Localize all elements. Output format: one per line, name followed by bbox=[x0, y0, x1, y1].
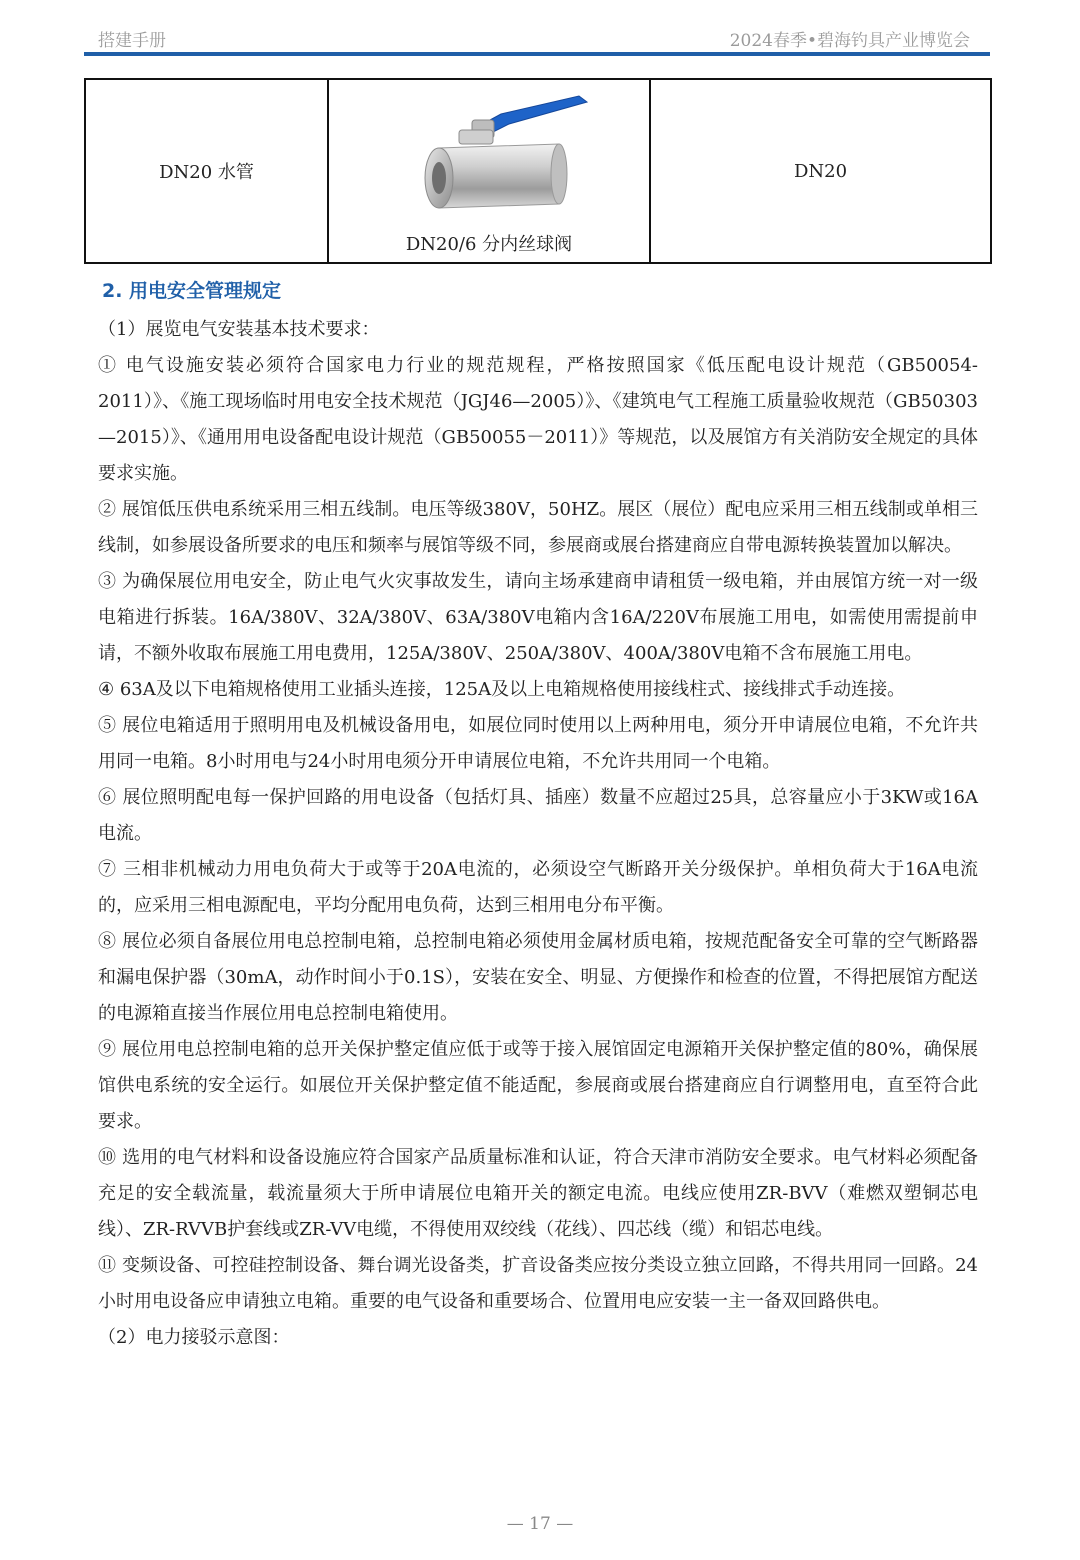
paragraph: ① 电气设施安装必须符合国家电力行业的规范规程，严格按照国家《低压配电设计规范（GB50054-2011）》、《施工现场临时用电安全技术规范（JGJ46—2005）》、《建筑电气工程施工质量验收规范（GB50303—2015）》、《通用用电设备配电设计规范（GB50055－2011）》等规范，以及展馆方有关消防安全规定的具体要求实施。 bbox=[98, 355, 978, 484]
header-left-title: 搭建手册 bbox=[98, 31, 166, 51]
table-row bbox=[85, 79, 991, 263]
ball-valve-icon bbox=[329, 86, 649, 218]
paragraph: ⑩ 选用的电气材料和设备设施应符合国家产品质量标准和认证，符合天津市消防安全要求。电气材料必须配备充足的安全载流量，载流量须大于所申请展位电箱开关的额定电流。电线应使用ZR-BVV（难燃双塑铜芯电线）、ZR-RVVB护套线或ZR-VV电缆，不得使用双绞线（花线）、四芯线（缆）和铝芯电线。 bbox=[98, 1147, 978, 1240]
header-rule bbox=[84, 52, 990, 56]
paragraph: ⑪ 变频设备、可控硅控制设备、舞台调光设备类，扩音设备类应按分类设立独立回路，不得共用同一回路。24小时用电设备应申请独立电箱。重要的电气设备和重要场合、位置用电应安装一主一备双回路供电。 bbox=[98, 1255, 978, 1312]
header-right-title: 2024春季•碧海钓具产业博览会 bbox=[729, 31, 970, 51]
spec-table bbox=[84, 78, 992, 264]
size-label: DN20 bbox=[793, 160, 848, 182]
ball-valve-image bbox=[329, 86, 649, 218]
paragraph: ② 展馆低压供电系统采用三相五线制。电压等级380V，50HZ。展区（展位）配电应采用三相五线制或单相三线制，如参展设备所要求的电压和频率与展馆等级不同，参展商或展台搭建商应自带电源转换装置加以解决。 bbox=[98, 499, 978, 556]
paragraph: ⑦ 三相非机械动力用电负荷大于或等于20A电流的，必须设空气断路开关分级保护。单相负荷大于16A电流的，应采用三相电源配电，平均分配用电负荷，达到三相用电分布平衡。 bbox=[98, 859, 978, 916]
table-cell-size bbox=[650, 79, 991, 263]
page-number: — 17 — bbox=[506, 1514, 574, 1534]
page-header bbox=[84, 22, 990, 52]
section-title: 2. 用电安全管理规定 bbox=[102, 280, 282, 302]
paragraph: ④ 63A及以下电箱规格使用工业插头连接，125A及以上电箱规格使用接线柱式、接线排式手动连接。 bbox=[98, 679, 906, 700]
table-cell-valve bbox=[328, 79, 650, 263]
paragraph: ⑧ 展位必须自备展位用电总控制电箱，总控制电箱必须使用金属材质电箱，按规范配备安全可靠的空气断路器和漏电保护器（30mA，动作时间小于0.1S），安装在安全、明显、方便操作和检查的位置，不得把展馆方配送的电源箱直接当作展位用电总控制电箱使用。 bbox=[98, 931, 978, 1024]
paragraph: ⑨ 展位用电总控制电箱的总开关保护整定值应低于或等于接入展馆固定电源箱开关保护整定值的80%，确保展馆供电系统的安全运行。如展位开关保护整定值不能适配，参展商或展台搭建商应自行调整用电，直至符合此要求。 bbox=[98, 1039, 978, 1132]
paragraph: ③ 为确保展位用电安全，防止电气火灾事故发生，请向主场承建商申请租赁一级电箱，并由展馆方统一对一级电箱进行拆装。16A/380V、32A/380V、63A/380V电箱内含16A/220V布展施工用电，如需使用需提前申请，不额外收取布展施工用电费用，125A/380V、250A/380V、400A/380V电箱不含布展施工用电。 bbox=[98, 571, 978, 664]
paragraph: ⑤ 展位电箱适用于照明用电及机械设备用电，如展位同时使用以上两种用电，须分开申请展位电箱，不允许共用同一电箱。8小时用电与24小时用电须分开申请展位电箱，不允许共用同一个电箱。 bbox=[98, 715, 978, 772]
paragraph: （1）展览电气安装基本技术要求： bbox=[98, 319, 380, 340]
table-cell-pipe bbox=[85, 79, 328, 263]
paragraph: （2）电力接驳示意图： bbox=[98, 1327, 290, 1348]
pipe-label: DN20 水管 bbox=[159, 162, 254, 183]
paragraph: ⑥ 展位照明配电每一保护回路的用电设备（包括灯具、插座）数量不应超过25具，总容量应小于3KW或16A电流。 bbox=[98, 787, 978, 844]
rules-body bbox=[98, 312, 978, 1356]
valve-caption: DN20/6 分内丝球阀 bbox=[405, 234, 573, 255]
